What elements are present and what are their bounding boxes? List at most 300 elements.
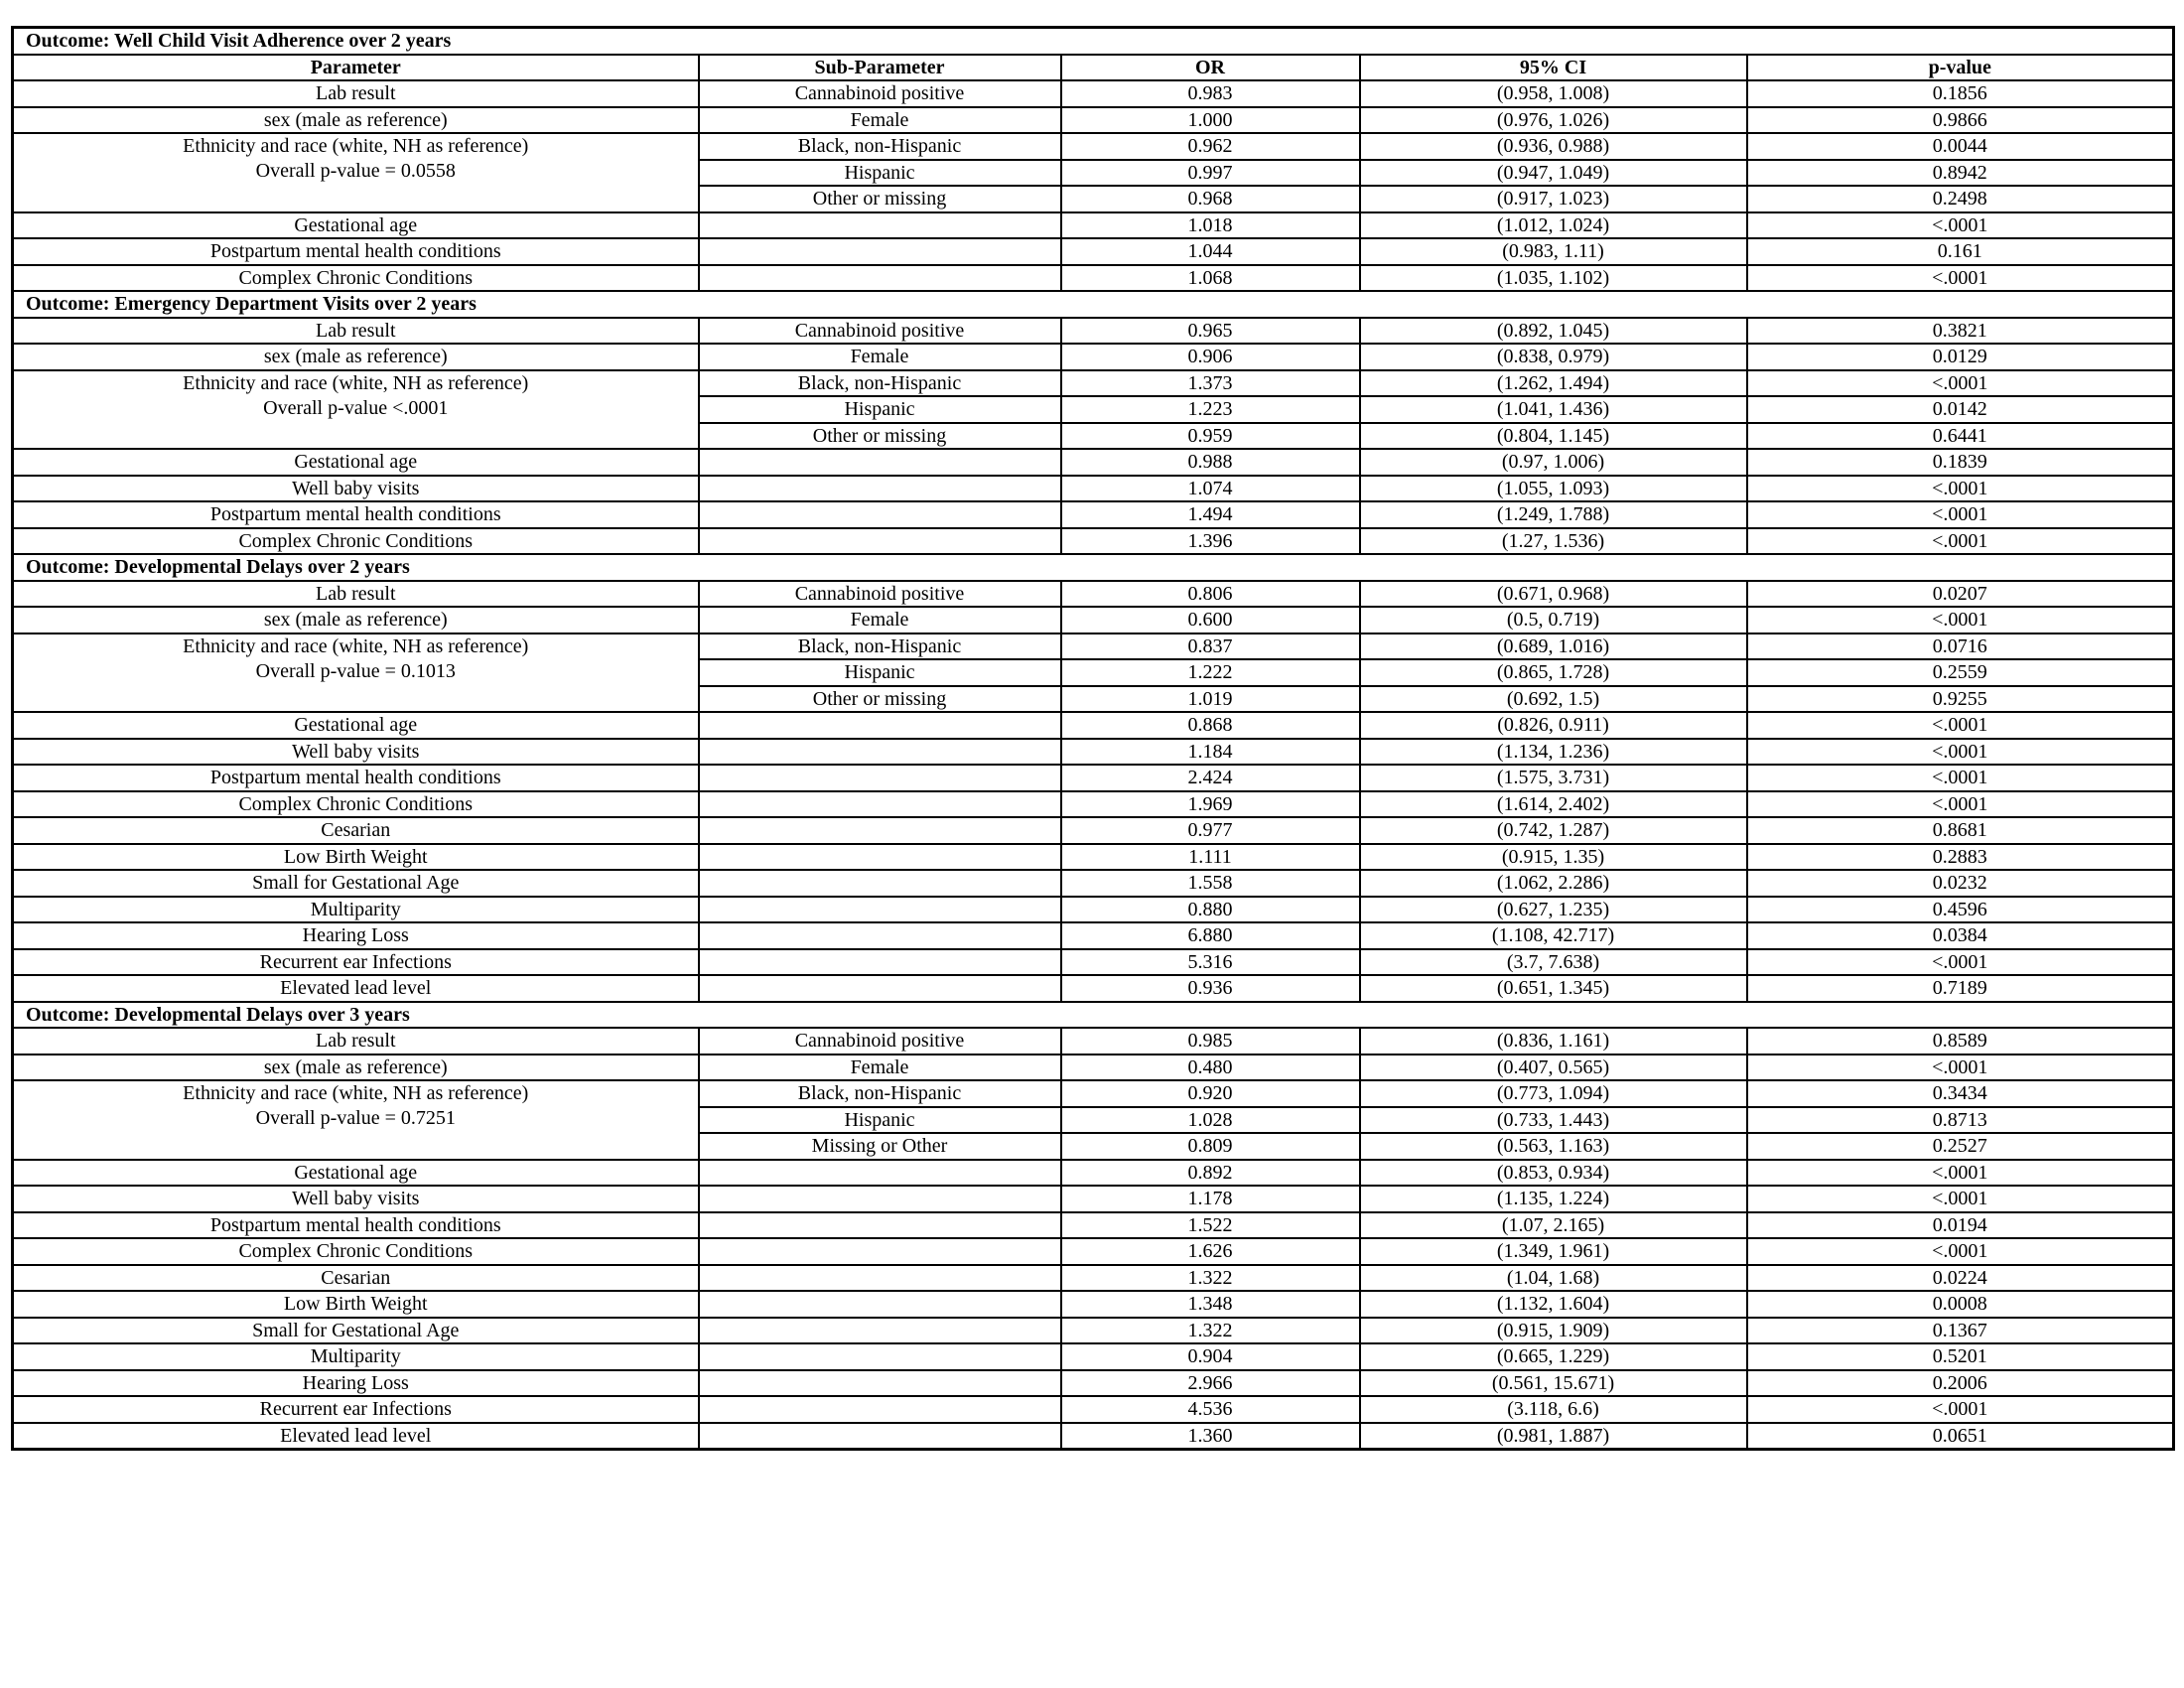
column-header-row (13, 55, 2174, 81)
sub-parameter-cell: Cannabinoid positive (699, 80, 1061, 107)
or-cell: 0.985 (1061, 1028, 1360, 1055)
p-value-cell: 0.0651 (1747, 1423, 2174, 1450)
p-value-cell: <.0001 (1747, 739, 2174, 766)
table-row (13, 1055, 2174, 1081)
sub-parameter-cell (699, 817, 1061, 844)
p-value-cell: 0.8713 (1747, 1107, 2174, 1134)
parameter-cell: Low Birth Weight (13, 844, 699, 871)
p-value-cell: 0.161 (1747, 238, 2174, 265)
or-cell: 0.962 (1061, 133, 1360, 160)
or-cell: 0.600 (1061, 607, 1360, 633)
table-row (13, 1160, 2174, 1187)
sub-parameter-cell: Cannabinoid positive (699, 1028, 1061, 1055)
or-cell: 0.965 (1061, 318, 1360, 345)
parameter-cell: Small for Gestational Age (13, 870, 699, 897)
sub-parameter-cell (699, 739, 1061, 766)
table-row (13, 633, 2174, 660)
p-value-cell: 0.1839 (1747, 449, 2174, 476)
p-value-cell: <.0001 (1747, 949, 2174, 976)
sub-parameter-cell (699, 975, 1061, 1002)
parameter-cell: Gestational age (13, 212, 699, 239)
table-row (13, 1080, 2174, 1107)
results-table-body (13, 28, 2174, 1450)
outcome-row (13, 291, 2174, 318)
p-value-cell: <.0001 (1747, 212, 2174, 239)
parameter-cell: Complex Chronic Conditions (13, 791, 699, 818)
sub-parameter-cell: Cannabinoid positive (699, 318, 1061, 345)
sub-parameter-cell: Hispanic (699, 396, 1061, 423)
p-value-cell: 0.0129 (1747, 344, 2174, 370)
sub-parameter-cell: Black, non-Hispanic (699, 633, 1061, 660)
or-cell: 0.959 (1061, 423, 1360, 450)
p-value-cell: 0.8589 (1747, 1028, 2174, 1055)
table-row (13, 897, 2174, 923)
parameter-cell: Recurrent ear Infections (13, 949, 699, 976)
or-cell: 0.920 (1061, 1080, 1360, 1107)
table-row (13, 765, 2174, 791)
sub-parameter-cell (699, 844, 1061, 871)
header-parameter: Parameter (13, 55, 699, 81)
table-row (13, 528, 2174, 555)
sub-parameter-cell: Missing or Other (699, 1133, 1061, 1160)
ci-cell: (1.041, 1.436) (1360, 396, 1747, 423)
sub-parameter-cell (699, 791, 1061, 818)
or-cell: 0.892 (1061, 1160, 1360, 1187)
ci-cell: (1.135, 1.224) (1360, 1186, 1747, 1212)
parameter-cell: Low Birth Weight (13, 1291, 699, 1318)
or-cell: 0.880 (1061, 897, 1360, 923)
ci-cell: (0.865, 1.728) (1360, 659, 1747, 686)
sub-parameter-cell (699, 501, 1061, 528)
ci-cell: (1.108, 42.717) (1360, 922, 1747, 949)
header-sub-parameter: Sub-Parameter (699, 55, 1061, 81)
or-cell: 0.809 (1061, 1133, 1360, 1160)
parameter-cell: Hearing Loss (13, 922, 699, 949)
sub-parameter-cell (699, 238, 1061, 265)
table-row (13, 1028, 2174, 1055)
ci-cell: (1.614, 2.402) (1360, 791, 1747, 818)
ethnicity-parameter-cell (13, 370, 699, 450)
ci-cell: (0.407, 0.565) (1360, 1055, 1747, 1081)
or-cell: 2.424 (1061, 765, 1360, 791)
p-value-cell: <.0001 (1747, 501, 2174, 528)
or-cell: 1.348 (1061, 1291, 1360, 1318)
table-row (13, 1318, 2174, 1344)
or-cell: 1.494 (1061, 501, 1360, 528)
header-or: OR (1061, 55, 1360, 81)
p-value-cell: <.0001 (1747, 1186, 2174, 1212)
parameter-cell: Complex Chronic Conditions (13, 265, 699, 292)
parameter-cell: Multiparity (13, 1343, 699, 1370)
ci-cell: (0.981, 1.887) (1360, 1423, 1747, 1450)
ci-cell: (1.249, 1.788) (1360, 501, 1747, 528)
parameter-cell: Lab result (13, 318, 699, 345)
or-cell: 1.068 (1061, 265, 1360, 292)
table-row (13, 1343, 2174, 1370)
sub-parameter-cell: Black, non-Hispanic (699, 133, 1061, 160)
sub-parameter-cell: Female (699, 344, 1061, 370)
ci-cell: (1.575, 3.731) (1360, 765, 1747, 791)
sub-parameter-cell: Black, non-Hispanic (699, 370, 1061, 397)
parameter-cell: Cesarian (13, 1265, 699, 1292)
parameter-cell: Cesarian (13, 817, 699, 844)
ethnicity-parameter-cell (13, 633, 699, 713)
table-row (13, 922, 2174, 949)
p-value-cell: 0.2527 (1747, 1133, 2174, 1160)
or-cell: 1.044 (1061, 238, 1360, 265)
or-cell: 1.178 (1061, 1186, 1360, 1212)
ci-cell: (0.915, 1.909) (1360, 1318, 1747, 1344)
or-cell: 0.983 (1061, 80, 1360, 107)
p-value-cell: 0.0044 (1747, 133, 2174, 160)
ci-cell: (0.665, 1.229) (1360, 1343, 1747, 1370)
sub-parameter-cell: Female (699, 607, 1061, 633)
table-row (13, 1186, 2174, 1212)
parameter-cell: Gestational age (13, 449, 699, 476)
ci-cell: (1.262, 1.494) (1360, 370, 1747, 397)
parameter-cell: sex (male as reference) (13, 1055, 699, 1081)
ci-cell: (0.958, 1.008) (1360, 80, 1747, 107)
ethnicity-parameter-cell (13, 133, 699, 212)
ci-cell: (0.773, 1.094) (1360, 1080, 1747, 1107)
or-cell: 1.373 (1061, 370, 1360, 397)
ci-cell: (0.561, 15.671) (1360, 1370, 1747, 1397)
parameter-cell: sex (male as reference) (13, 344, 699, 370)
or-cell: 0.997 (1061, 160, 1360, 187)
p-value-cell: 0.9866 (1747, 107, 2174, 134)
sub-parameter-cell (699, 922, 1061, 949)
sub-parameter-cell (699, 265, 1061, 292)
or-cell: 0.977 (1061, 817, 1360, 844)
table-row (13, 791, 2174, 818)
p-value-cell: 0.0142 (1747, 396, 2174, 423)
sub-parameter-cell (699, 1212, 1061, 1239)
p-value-cell: 0.2883 (1747, 844, 2174, 871)
header-p-value: p-value (1747, 55, 2174, 81)
parameter-cell: Small for Gestational Age (13, 1318, 699, 1344)
p-value-cell: <.0001 (1747, 1160, 2174, 1187)
or-cell: 1.028 (1061, 1107, 1360, 1134)
parameter-cell: Lab result (13, 80, 699, 107)
or-cell: 1.018 (1061, 212, 1360, 239)
ci-cell: (0.733, 1.443) (1360, 1107, 1747, 1134)
parameter-cell: Lab result (13, 1028, 699, 1055)
ci-cell: (0.689, 1.016) (1360, 633, 1747, 660)
sub-parameter-cell: Female (699, 1055, 1061, 1081)
p-value-cell: 0.0232 (1747, 870, 2174, 897)
results-table (11, 26, 2175, 1451)
p-value-cell: 0.6441 (1747, 423, 2174, 450)
sub-parameter-cell: Other or missing (699, 186, 1061, 212)
ethnicity-label: Ethnicity and race (white, NH as reference) (183, 1082, 529, 1104)
ci-cell: (0.836, 1.161) (1360, 1028, 1747, 1055)
overall-p-value: Overall p-value = 0.1013 (255, 659, 456, 682)
or-cell: 6.880 (1061, 922, 1360, 949)
ci-cell: (0.853, 0.934) (1360, 1160, 1747, 1187)
table-row (13, 476, 2174, 502)
table-row (13, 265, 2174, 292)
or-cell: 5.316 (1061, 949, 1360, 976)
table-row (13, 501, 2174, 528)
sub-parameter-cell: Cannabinoid positive (699, 581, 1061, 608)
table-row (13, 949, 2174, 976)
sub-parameter-cell (699, 449, 1061, 476)
ci-cell: (0.915, 1.35) (1360, 844, 1747, 871)
sub-parameter-cell (699, 1265, 1061, 1292)
parameter-cell: Complex Chronic Conditions (13, 1238, 699, 1265)
table-row (13, 344, 2174, 370)
sub-parameter-cell (699, 212, 1061, 239)
sub-parameter-cell (699, 870, 1061, 897)
or-cell: 0.936 (1061, 975, 1360, 1002)
table-row (13, 107, 2174, 134)
ci-cell: (1.04, 1.68) (1360, 1265, 1747, 1292)
sub-parameter-cell: Black, non-Hispanic (699, 1080, 1061, 1107)
outcome-title: Outcome: Developmental Delays over 2 years (13, 554, 2174, 581)
sub-parameter-cell: Hispanic (699, 659, 1061, 686)
or-cell: 1.019 (1061, 686, 1360, 713)
table-row (13, 712, 2174, 739)
or-cell: 1.111 (1061, 844, 1360, 871)
outcome-row (13, 1002, 2174, 1029)
ci-cell: (0.671, 0.968) (1360, 581, 1747, 608)
p-value-cell: <.0001 (1747, 765, 2174, 791)
p-value-cell: 0.0384 (1747, 922, 2174, 949)
p-value-cell: <.0001 (1747, 476, 2174, 502)
ci-cell: (0.892, 1.045) (1360, 318, 1747, 345)
parameter-cell: Recurrent ear Infections (13, 1396, 699, 1423)
sub-parameter-cell (699, 1318, 1061, 1344)
table-row (13, 844, 2174, 871)
table-row (13, 133, 2174, 160)
p-value-cell: 0.0008 (1747, 1291, 2174, 1318)
or-cell: 4.536 (1061, 1396, 1360, 1423)
ci-cell: (1.012, 1.024) (1360, 212, 1747, 239)
overall-p-value: Overall p-value = 0.0558 (255, 160, 456, 182)
parameter-cell: Postpartum mental health conditions (13, 1212, 699, 1239)
ethnicity-label: Ethnicity and race (white, NH as reference) (183, 634, 529, 657)
or-cell: 1.184 (1061, 739, 1360, 766)
ci-cell: (1.062, 2.286) (1360, 870, 1747, 897)
table-row (13, 1238, 2174, 1265)
or-cell: 1.223 (1061, 396, 1360, 423)
p-value-cell: 0.1367 (1747, 1318, 2174, 1344)
ci-cell: (0.804, 1.145) (1360, 423, 1747, 450)
or-cell: 0.968 (1061, 186, 1360, 212)
or-cell: 0.868 (1061, 712, 1360, 739)
ci-cell: (0.826, 0.911) (1360, 712, 1747, 739)
or-cell: 0.988 (1061, 449, 1360, 476)
table-row (13, 870, 2174, 897)
sub-parameter-cell: Other or missing (699, 686, 1061, 713)
ci-cell: (0.936, 0.988) (1360, 133, 1747, 160)
sub-parameter-cell: Hispanic (699, 1107, 1061, 1134)
p-value-cell: 0.9255 (1747, 686, 2174, 713)
sub-parameter-cell (699, 1423, 1061, 1450)
parameter-cell: Postpartum mental health conditions (13, 501, 699, 528)
sub-parameter-cell (699, 1343, 1061, 1370)
p-value-cell: 0.0716 (1747, 633, 2174, 660)
parameter-cell: sex (male as reference) (13, 607, 699, 633)
parameter-cell: sex (male as reference) (13, 107, 699, 134)
table-row (13, 1212, 2174, 1239)
ci-cell: (0.983, 1.11) (1360, 238, 1747, 265)
outcome-row (13, 554, 2174, 581)
or-cell: 1.558 (1061, 870, 1360, 897)
table-row (13, 1423, 2174, 1450)
sub-parameter-cell (699, 1186, 1061, 1212)
p-value-cell: 0.3821 (1747, 318, 2174, 345)
p-value-cell: 0.2559 (1747, 659, 2174, 686)
parameter-cell: Elevated lead level (13, 1423, 699, 1450)
table-row (13, 370, 2174, 397)
p-value-cell: <.0001 (1747, 1238, 2174, 1265)
ethnicity-parameter-cell (13, 1080, 699, 1160)
sub-parameter-cell: Hispanic (699, 160, 1061, 187)
ethnicity-label: Ethnicity and race (white, NH as reference) (183, 135, 529, 157)
table-row (13, 449, 2174, 476)
or-cell: 1.322 (1061, 1318, 1360, 1344)
table-row (13, 581, 2174, 608)
ci-cell: (1.132, 1.604) (1360, 1291, 1747, 1318)
outcome-title: Outcome: Emergency Department Visits over 2 years (13, 291, 2174, 318)
overall-p-value: Overall p-value = 0.7251 (255, 1107, 456, 1129)
parameter-cell: Postpartum mental health conditions (13, 765, 699, 791)
ci-cell: (0.5, 0.719) (1360, 607, 1747, 633)
parameter-cell: Complex Chronic Conditions (13, 528, 699, 555)
sub-parameter-cell (699, 476, 1061, 502)
ethnicity-label: Ethnicity and race (white, NH as reference) (183, 371, 529, 394)
ci-cell: (1.07, 2.165) (1360, 1212, 1747, 1239)
outcome-row (13, 28, 2174, 55)
p-value-cell: <.0001 (1747, 712, 2174, 739)
sub-parameter-cell (699, 1291, 1061, 1318)
or-cell: 1.522 (1061, 1212, 1360, 1239)
p-value-cell: 0.1856 (1747, 80, 2174, 107)
or-cell: 1.322 (1061, 1265, 1360, 1292)
ci-cell: (0.651, 1.345) (1360, 975, 1747, 1002)
ci-cell: (0.627, 1.235) (1360, 897, 1747, 923)
ci-cell: (0.976, 1.026) (1360, 107, 1747, 134)
or-cell: 0.806 (1061, 581, 1360, 608)
ci-cell: (0.692, 1.5) (1360, 686, 1747, 713)
parameter-cell: Well baby visits (13, 1186, 699, 1212)
p-value-cell: <.0001 (1747, 607, 2174, 633)
ci-cell: (1.035, 1.102) (1360, 265, 1747, 292)
p-value-cell: 0.0194 (1747, 1212, 2174, 1239)
ci-cell: (1.055, 1.093) (1360, 476, 1747, 502)
or-cell: 1.626 (1061, 1238, 1360, 1265)
p-value-cell: 0.3434 (1747, 1080, 2174, 1107)
table-row (13, 739, 2174, 766)
overall-p-value: Overall p-value <.0001 (263, 396, 449, 419)
parameter-cell: Well baby visits (13, 476, 699, 502)
p-value-cell: 0.5201 (1747, 1343, 2174, 1370)
sub-parameter-cell (699, 1238, 1061, 1265)
or-cell: 0.906 (1061, 344, 1360, 370)
or-cell: 2.966 (1061, 1370, 1360, 1397)
table-row (13, 212, 2174, 239)
table-row (13, 1291, 2174, 1318)
p-value-cell: 0.2006 (1747, 1370, 2174, 1397)
sub-parameter-cell (699, 1370, 1061, 1397)
parameter-cell: Hearing Loss (13, 1370, 699, 1397)
p-value-cell: <.0001 (1747, 1396, 2174, 1423)
table-row (13, 817, 2174, 844)
ci-cell: (3.118, 6.6) (1360, 1396, 1747, 1423)
sub-parameter-cell (699, 1396, 1061, 1423)
table-row (13, 1396, 2174, 1423)
table-row (13, 607, 2174, 633)
p-value-cell: <.0001 (1747, 1055, 2174, 1081)
parameter-cell: Well baby visits (13, 739, 699, 766)
table-row (13, 80, 2174, 107)
or-cell: 1.000 (1061, 107, 1360, 134)
or-cell: 1.360 (1061, 1423, 1360, 1450)
table-row (13, 1265, 2174, 1292)
outcome-title: Outcome: Developmental Delays over 3 years (13, 1002, 2174, 1029)
sub-parameter-cell (699, 712, 1061, 739)
or-cell: 1.396 (1061, 528, 1360, 555)
parameter-cell: Elevated lead level (13, 975, 699, 1002)
p-value-cell: <.0001 (1747, 265, 2174, 292)
parameter-cell: Multiparity (13, 897, 699, 923)
ci-cell: (0.97, 1.006) (1360, 449, 1747, 476)
parameter-cell: Postpartum mental health conditions (13, 238, 699, 265)
p-value-cell: 0.0224 (1747, 1265, 2174, 1292)
sub-parameter-cell (699, 528, 1061, 555)
sub-parameter-cell: Female (699, 107, 1061, 134)
or-cell: 1.969 (1061, 791, 1360, 818)
or-cell: 1.222 (1061, 659, 1360, 686)
or-cell: 0.480 (1061, 1055, 1360, 1081)
table-row (13, 318, 2174, 345)
p-value-cell: 0.2498 (1747, 186, 2174, 212)
or-cell: 1.074 (1061, 476, 1360, 502)
or-cell: 0.837 (1061, 633, 1360, 660)
sub-parameter-cell: Other or missing (699, 423, 1061, 450)
p-value-cell: 0.8681 (1747, 817, 2174, 844)
sub-parameter-cell (699, 949, 1061, 976)
table-row (13, 975, 2174, 1002)
sub-parameter-cell (699, 765, 1061, 791)
p-value-cell: <.0001 (1747, 370, 2174, 397)
ci-cell: (0.563, 1.163) (1360, 1133, 1747, 1160)
parameter-cell: Lab result (13, 581, 699, 608)
table-row (13, 1370, 2174, 1397)
p-value-cell: <.0001 (1747, 528, 2174, 555)
parameter-cell: Gestational age (13, 1160, 699, 1187)
p-value-cell: 0.7189 (1747, 975, 2174, 1002)
p-value-cell: 0.4596 (1747, 897, 2174, 923)
or-cell: 0.904 (1061, 1343, 1360, 1370)
p-value-cell: <.0001 (1747, 791, 2174, 818)
header-ci: 95% CI (1360, 55, 1747, 81)
ci-cell: (1.349, 1.961) (1360, 1238, 1747, 1265)
table-row (13, 238, 2174, 265)
ci-cell: (3.7, 7.638) (1360, 949, 1747, 976)
ci-cell: (1.27, 1.536) (1360, 528, 1747, 555)
ci-cell: (1.134, 1.236) (1360, 739, 1747, 766)
parameter-cell: Gestational age (13, 712, 699, 739)
ci-cell: (0.917, 1.023) (1360, 186, 1747, 212)
outcome-title: Outcome: Well Child Visit Adherence over 2 years (13, 28, 2174, 55)
p-value-cell: 0.0207 (1747, 581, 2174, 608)
ci-cell: (0.742, 1.287) (1360, 817, 1747, 844)
p-value-cell: 0.8942 (1747, 160, 2174, 187)
ci-cell: (0.838, 0.979) (1360, 344, 1747, 370)
sub-parameter-cell (699, 1160, 1061, 1187)
